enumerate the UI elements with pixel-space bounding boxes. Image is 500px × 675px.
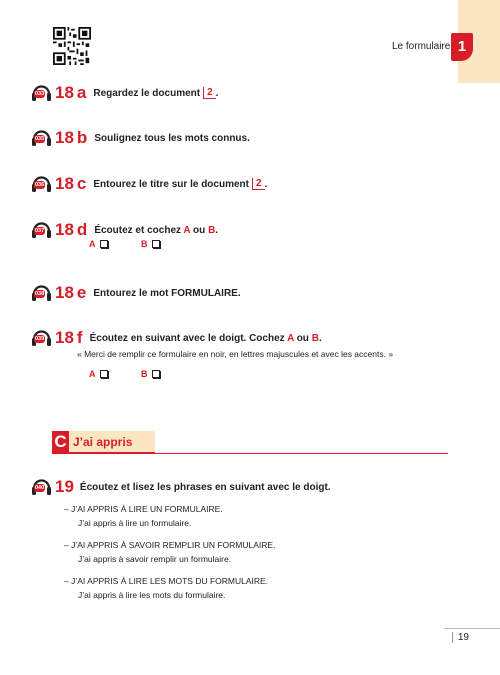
exercise-instruction: Écoutez et lisez les phrases en suivant avec le doigt. xyxy=(79,481,331,493)
exercise-number: 18 xyxy=(55,128,74,147)
section-c-header xyxy=(52,431,155,453)
exercise-18c xyxy=(31,171,267,197)
chapter-title: Le formulaire xyxy=(392,41,451,52)
track-number: 038 xyxy=(35,291,45,297)
exercise-letter: f xyxy=(76,328,83,347)
list-item-lower: J’ai appris à savoir remplir un formulaire. xyxy=(78,554,232,564)
exercise-instruction: Entourez le titre sur le document xyxy=(93,178,249,190)
trailing-period: . xyxy=(264,178,268,190)
quote-text: « Merci de remplir ce formulaire en noir, en lettres majuscules et avec les accents. » xyxy=(77,349,394,359)
phrase-list xyxy=(64,502,275,602)
exercise-18a xyxy=(31,80,218,106)
document-reference: 2 xyxy=(203,87,216,99)
option-b[interactable]: B xyxy=(141,369,193,379)
exercise-number: 18 xyxy=(55,220,74,239)
track-number: 035 xyxy=(35,136,45,142)
exercise-letter: a xyxy=(76,83,87,102)
exercise-instruction: Écoutez et cochez A ou B. xyxy=(94,224,219,236)
exercise-instruction: Entourez le mot FORMULAIRE. xyxy=(93,287,241,299)
section-title: J’ai appris xyxy=(69,431,155,453)
option-b[interactable]: B xyxy=(141,239,193,249)
list-item-lower: J’ai appris à lire un formulaire. xyxy=(78,518,192,528)
exercise-18b xyxy=(31,125,250,151)
track-number: 039 xyxy=(35,336,45,342)
exercise-18e xyxy=(31,280,241,306)
qr-code xyxy=(53,27,91,65)
headphones-icon[interactable] xyxy=(31,219,52,241)
exercise-18f xyxy=(31,325,322,351)
list-item-upper: – J’AI APPRIS À SAVOIR REMPLIR UN FORMULAIRE. xyxy=(64,540,276,550)
track-number: 036 xyxy=(35,182,45,188)
list-item-lower: J’ai appris à lire les mots du formulaire. xyxy=(78,590,226,600)
document-reference: 2 xyxy=(252,178,265,190)
checkbox-b[interactable] xyxy=(152,240,160,248)
exercise-number: 18 xyxy=(55,328,74,347)
exercise-instruction: Écoutez en suivant avec le doigt. Cochez A ou B. xyxy=(89,332,322,344)
exercise-number: 18 xyxy=(55,283,74,302)
option-a[interactable]: A xyxy=(89,239,141,249)
headphones-icon[interactable] xyxy=(31,476,52,498)
track-number: 033 xyxy=(35,91,45,97)
exercise-number: 19 xyxy=(55,477,74,496)
track-number: 040 xyxy=(35,485,45,491)
page-number: 19 xyxy=(452,632,469,643)
headphones-icon[interactable] xyxy=(31,173,52,195)
exercise-instruction: Regardez le document xyxy=(93,87,201,99)
exercise-instruction: Soulignez tous les mots connus. xyxy=(94,132,250,144)
track-number: 037 xyxy=(35,228,45,234)
checkbox-a[interactable] xyxy=(100,240,108,248)
headphones-icon[interactable] xyxy=(31,127,52,149)
exercise-19 xyxy=(31,474,331,500)
answer-options-18f xyxy=(89,369,193,379)
section-divider xyxy=(52,453,448,454)
exercise-letter: e xyxy=(76,283,87,302)
list-item-upper: – J’AI APPRIS À LIRE UN FORMULAIRE. xyxy=(64,504,223,514)
headphones-icon[interactable] xyxy=(31,327,52,349)
exercise-letter: c xyxy=(76,174,87,193)
exercise-letter: b xyxy=(76,128,88,147)
trailing-period: . xyxy=(215,87,219,99)
answer-options-18d xyxy=(89,239,193,249)
option-a[interactable]: A xyxy=(89,369,141,379)
section-letter: C xyxy=(52,431,69,453)
exercise-number: 18 xyxy=(55,174,74,193)
exercise-letter: d xyxy=(76,220,88,239)
chapter-number-badge: 1 xyxy=(451,33,473,61)
footer-divider xyxy=(444,628,500,629)
checkbox-b[interactable] xyxy=(152,370,160,378)
checkbox-a[interactable] xyxy=(100,370,108,378)
headphones-icon[interactable] xyxy=(31,82,52,104)
exercise-number: 18 xyxy=(55,83,74,102)
headphones-icon[interactable] xyxy=(31,282,52,304)
list-item-upper: – J’AI APPRIS À LIRE LES MOTS DU FORMULAIRE. xyxy=(64,576,269,586)
